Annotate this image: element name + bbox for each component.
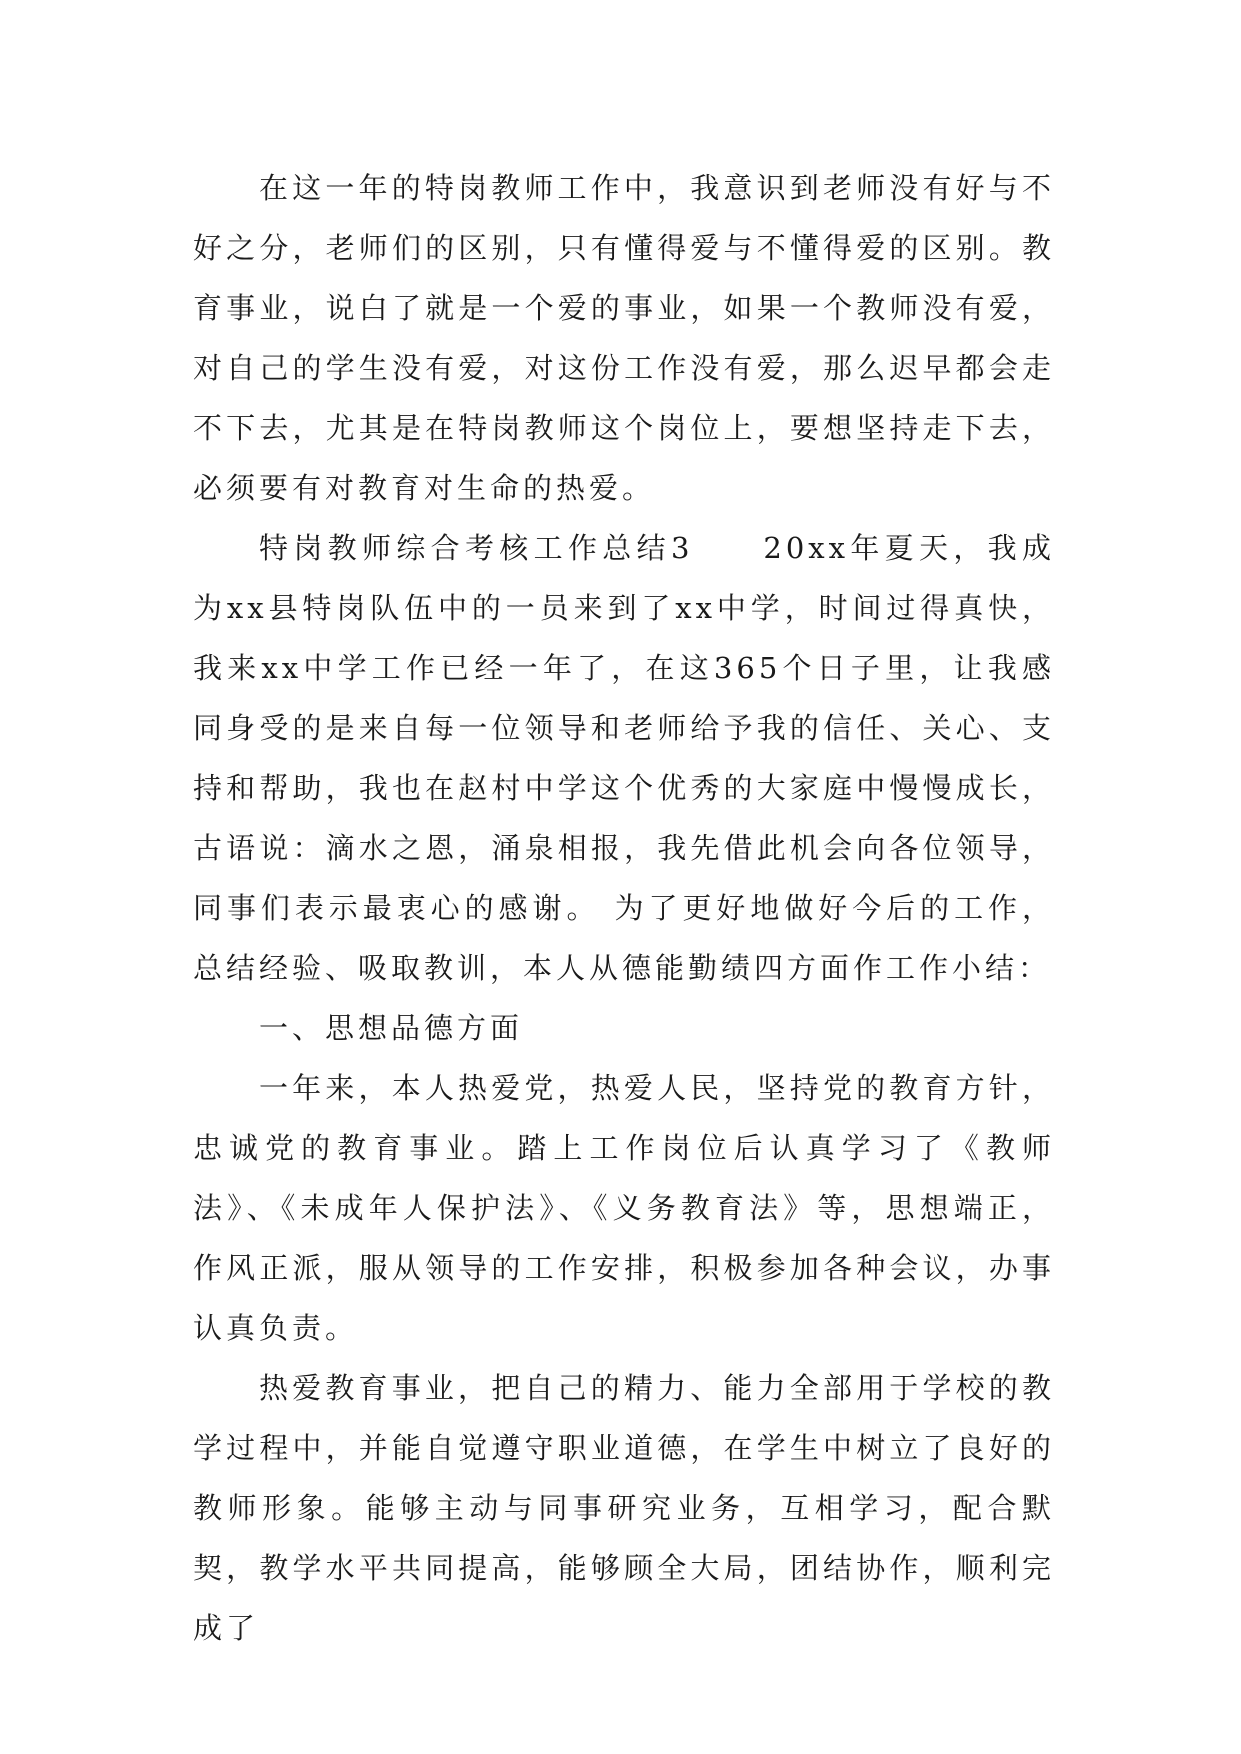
paragraph-political-attitude: 一年来，本人热爱党，热爱人民，坚持党的教育方针，忠诚党的教育事业。踏上工作岗位后认真学习了《教师法》、《未成年人保护法》、《义务教育法》等，思想端正，作风正派，服从领导的工作安排，积极参加各种会议，办事认真负责。 <box>193 1071 1055 1345</box>
paragraph-summary-intro: 特岗教师综合考核工作总结3 20xx年夏天，我成为xx县特岗队伍中的一员来到了xx中学，时间过得真快，我来xx中学工作已经一年了，在这365个日子里，让我感同身受的是来自每一位领导和老师给予我的信任、关心、支持和帮助，我也在赵村中学这个优秀的大家庭中慢慢成长，古语说：滴水之恩，涌泉相报，我先借此机会向各位领导，同事们表示最衷心的感谢。 为了更好地做好今后的工作，总结经验、吸取教训，本人从德能勤绩四方面作工作小结： <box>193 531 1055 985</box>
paragraph-love-of-teaching: 在这一年的特岗教师工作中，我意识到老师没有好与不好之分，老师们的区别，只有懂得爱与不懂得爱的区别。教育事业，说白了就是一个爱的事业，如果一个教师没有爱，对自己的学生没有爱，对这份工作没有爱，那么迟早都会走不下去，尤其是在特岗教师这个岗位上，要想坚持走下去，必须要有对教育对生命的热爱。 <box>193 171 1055 505</box>
document-body <box>193 158 1055 1658</box>
section-heading-moral-character: 一、思想品德方面 <box>259 1011 524 1045</box>
paragraph-teaching-dedication: 热爱教育事业，把自己的精力、能力全部用于学校的教学过程中，并能自觉遵守职业道德，在学生中树立了良好的教师形象。能够主动与同事研究业务，互相学习，配合默契，教学水平共同提高，能够顾全大局，团结协作，顺利完成了 <box>193 1371 1055 1645</box>
